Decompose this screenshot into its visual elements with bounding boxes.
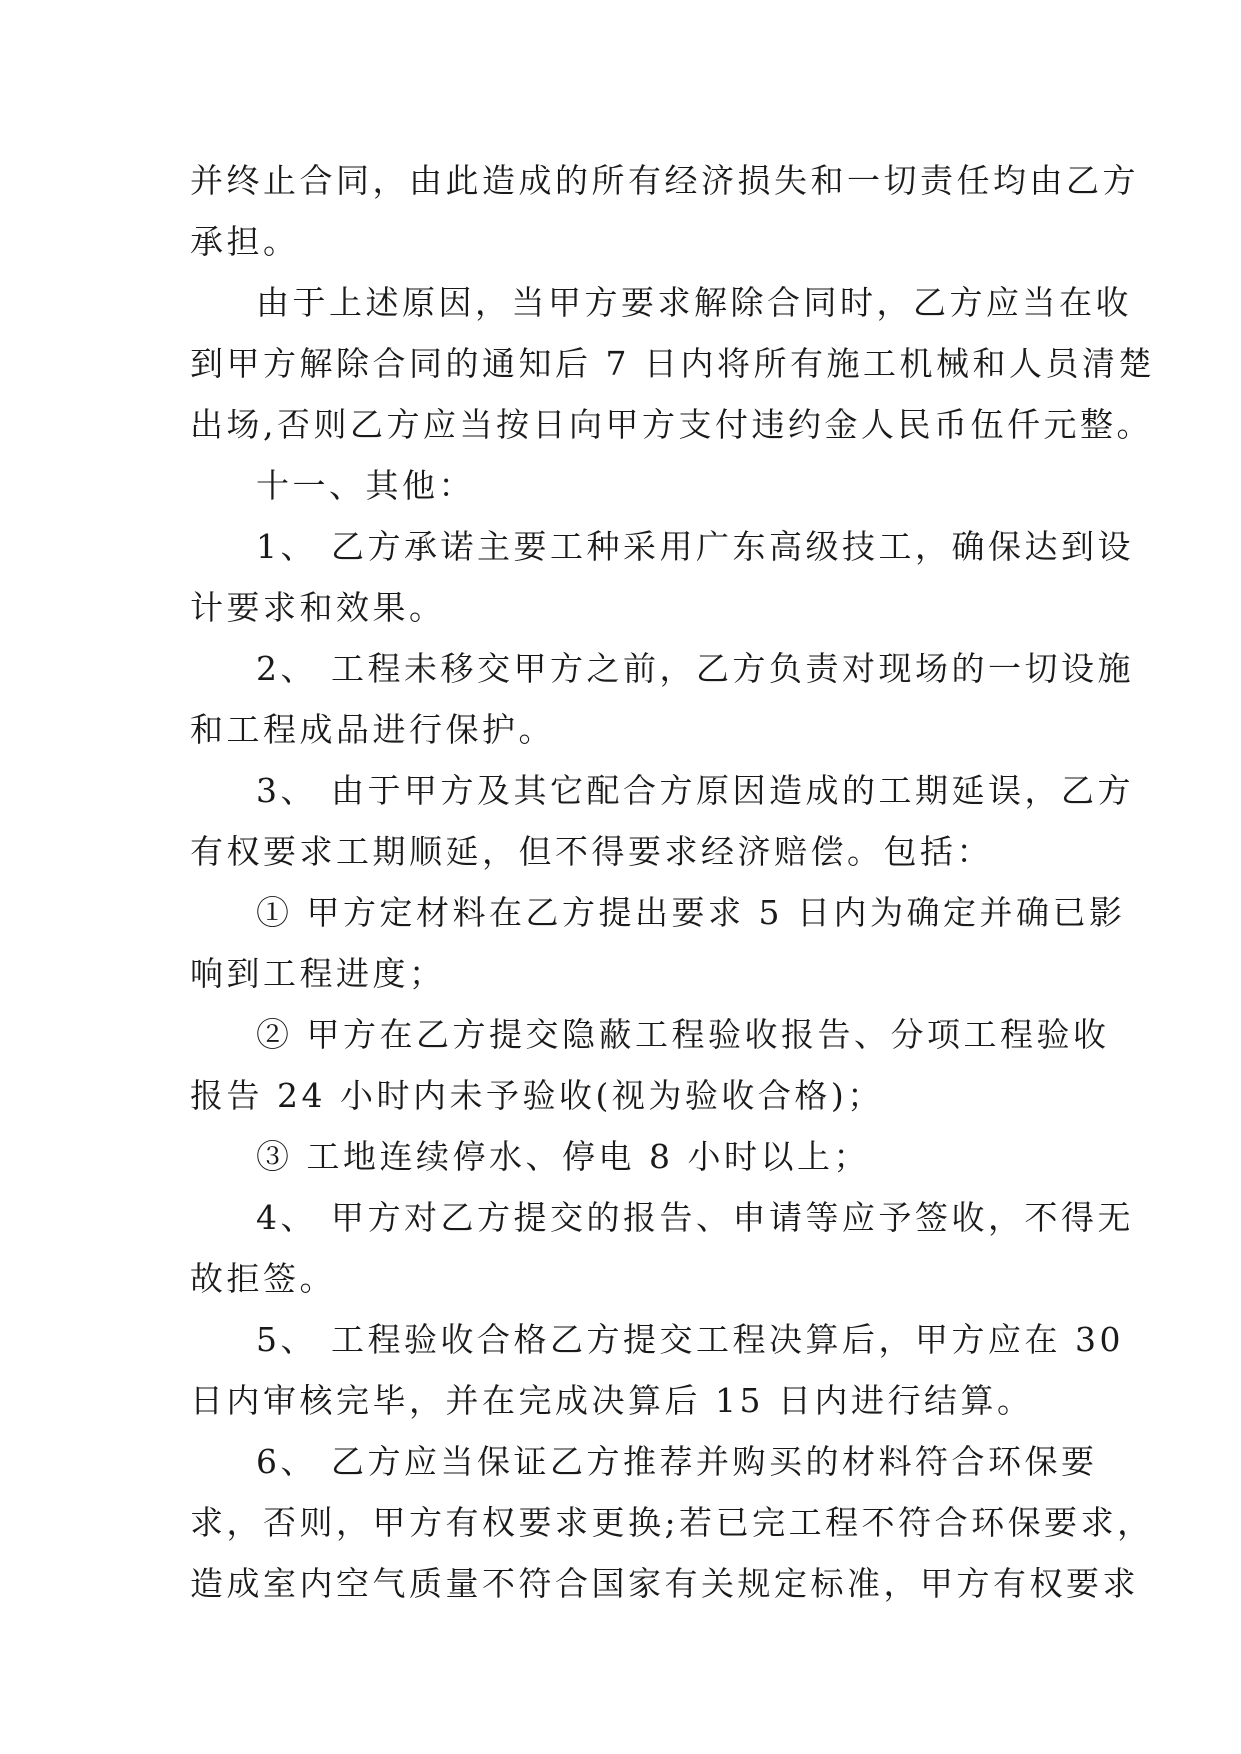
text-line: 出场,否则乙方应当按日向甲方支付违约金人民币伍仟元整。 (190, 405, 1153, 444)
text-line: 日内审核完毕，并在完成决算后 15 日内进行结算。 (190, 1381, 1034, 1420)
paragraph (190, 272, 1155, 455)
paragraph (190, 455, 1060, 516)
text-line: 故拒签。 (190, 1259, 336, 1298)
text-line: ② 甲方在乙方提交隐蔽工程验收报告、分项工程验收 (256, 1015, 1110, 1054)
text-line: 1、 乙方承诺主要工种采用广东高级技工，确保达到设 (256, 527, 1134, 566)
text-line: 到甲方解除合同的通知后 7 日内将所有施工机械和人员清楚 (190, 344, 1155, 383)
paragraph (190, 1126, 1060, 1187)
text-line: 响到工程进度； (190, 954, 446, 993)
paragraph (190, 760, 1134, 882)
text-line: 2、 工程未移交甲方之前，乙方负责对现场的一切设施 (256, 649, 1134, 688)
paragraph (190, 1187, 1134, 1309)
paragraph (190, 150, 1139, 272)
document-body (190, 150, 1155, 1614)
paragraph (190, 1004, 1110, 1126)
text-line: 5、 工程验收合格乙方提交工程决算后，甲方应在 30 (256, 1320, 1124, 1359)
text-line: 和工程成品进行保护。 (190, 710, 555, 749)
paragraph (190, 638, 1134, 760)
text-line: 求，否则，甲方有权要求更换;若已完工程不符合环保要求， (190, 1503, 1154, 1542)
text-line: 3、 由于甲方及其它配合方原因造成的工期延误，乙方 (256, 771, 1134, 810)
text-line: 十一、其他： (256, 466, 475, 505)
paragraph (190, 1431, 1154, 1614)
text-line: 承担。 (190, 222, 300, 261)
paragraph (190, 516, 1134, 638)
text-line: ③ 工地连续停水、停电 8 小时以上； (256, 1137, 870, 1176)
text-line: 有权要求工期顺延，但不得要求经济赔偿。包括： (190, 832, 993, 871)
paragraph (190, 1309, 1124, 1431)
paragraph (190, 882, 1126, 1004)
text-line: 并终止合同，由此造成的所有经济损失和一切责任均由乙方 (190, 161, 1139, 200)
text-line: 6、 乙方应当保证乙方推荐并购买的材料符合环保要 (256, 1442, 1098, 1481)
text-line: 造成室内空气质量不符合国家有关规定标准，甲方有权要求 (190, 1564, 1139, 1603)
text-line: 计要求和效果。 (190, 588, 446, 627)
text-line: ① 甲方定材料在乙方提出要求 5 日内为确定并确已影 (256, 893, 1126, 932)
text-line: 由于上述原因，当甲方要求解除合同时，乙方应当在收 (256, 283, 1132, 322)
text-line: 4、 甲方对乙方提交的报告、申请等应予签收，不得无 (256, 1198, 1134, 1237)
text-line: 报告 24 小时内未予验收(视为验收合格)； (190, 1076, 884, 1115)
